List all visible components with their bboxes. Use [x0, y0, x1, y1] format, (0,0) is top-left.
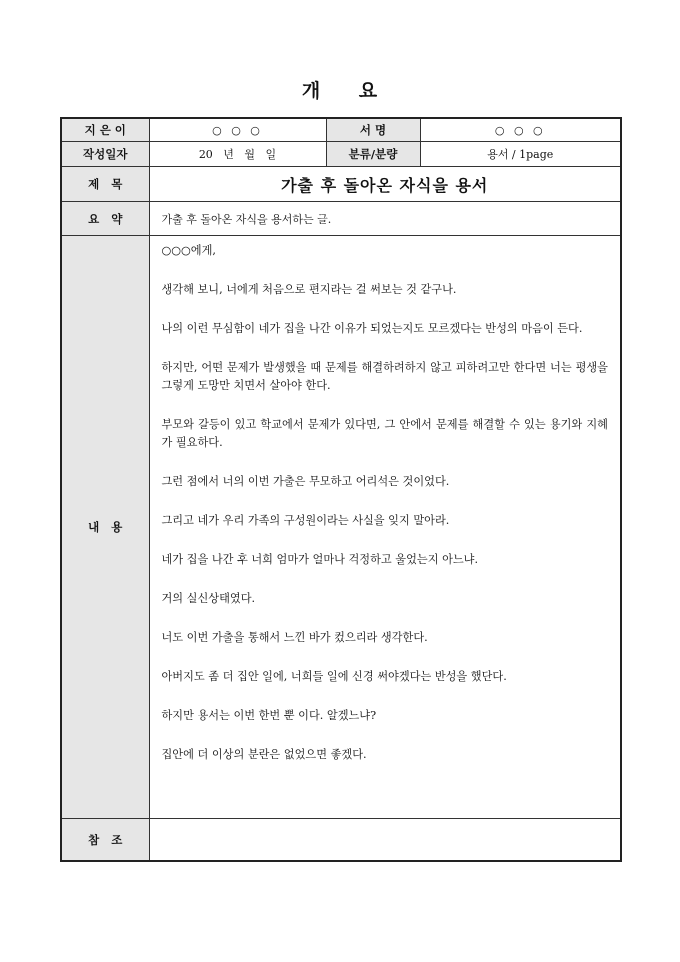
letter-paragraph: 나의 이런 무심함이 네가 집을 나간 이유가 되었는지도 모르겠다는 반성의 마음이 든다.: [161, 322, 583, 335]
reference-row: [61, 819, 621, 862]
summary-label: 요 약: [61, 202, 149, 236]
category-label: 분류/분량: [326, 142, 420, 167]
author-value[interactable]: ○ ○ ○: [149, 118, 326, 142]
content-label: 내 용: [61, 236, 149, 819]
reference-value[interactable]: [149, 819, 621, 862]
subject-value[interactable]: 가출 후 돌아온 자식을 용서: [149, 167, 621, 202]
letter-paragraph: 하지만, 어떤 문제가 발생했을 때 문제를 해결하려하지 않고 피하려고만 한다면 너는 평생을 그렇게 도망만 치면서 살아야 한다.: [161, 361, 608, 392]
subject-row: [61, 167, 621, 202]
date-row: [61, 142, 621, 167]
reference-label: 참 조: [61, 819, 149, 862]
overview-form-table: [60, 117, 622, 862]
letter-paragraph: 너도 이번 가출을 통해서 느낀 바가 컸으리라 생각한다.: [161, 631, 428, 644]
signature-value[interactable]: ○ ○ ○: [420, 118, 621, 142]
letter-paragraph: ○○○에게,: [161, 244, 216, 257]
letter-paragraph: 네가 집을 나간 후 너희 엄마가 얼마나 걱정하고 울었는지 아느냐.: [161, 553, 479, 566]
date-value[interactable]: 20 년 월 일: [149, 142, 326, 167]
document-title: 개 요: [301, 80, 379, 102]
date-label: 작성일자: [61, 142, 149, 167]
summary-row: [61, 202, 621, 236]
letter-paragraph: 그리고 네가 우리 가족의 구성원이라는 사실을 잊지 말아라.: [161, 514, 450, 527]
letter-paragraph: 아버지도 좀 더 집안 일에, 너희들 일에 신경 써야겠다는 반성을 했단다.: [161, 670, 507, 683]
author-row: [61, 118, 621, 142]
subject-label: 제 목: [61, 167, 149, 202]
letter-paragraph: 생각해 보니, 너에게 처음으로 편지라는 걸 써보는 것 같구나.: [161, 283, 457, 296]
content-body[interactable]: [149, 236, 621, 819]
letter-paragraph: 부모와 갈등이 있고 학교에서 문제가 있다면, 그 안에서 문제를 해결할 수 있는 용기와 지혜가 필요하다.: [161, 418, 608, 449]
summary-value[interactable]: 가출 후 돌아온 자식을 용서하는 글.: [149, 202, 621, 236]
letter-paragraph: 집안에 더 이상의 분란은 없었으면 좋겠다.: [161, 748, 367, 761]
content-row: [61, 236, 621, 819]
signature-label: 서 명: [326, 118, 420, 142]
letter-paragraph: 하지만 용서는 이번 한번 뿐 이다. 알겠느냐?: [161, 709, 377, 722]
letter-paragraph: 그런 점에서 너의 이번 가출은 무모하고 어리석은 것이었다.: [161, 475, 450, 488]
author-label: 지 은 이: [61, 118, 149, 142]
letter-paragraph: 거의 실신상태였다.: [161, 592, 256, 605]
category-value[interactable]: 용서 / 1page: [420, 142, 621, 167]
